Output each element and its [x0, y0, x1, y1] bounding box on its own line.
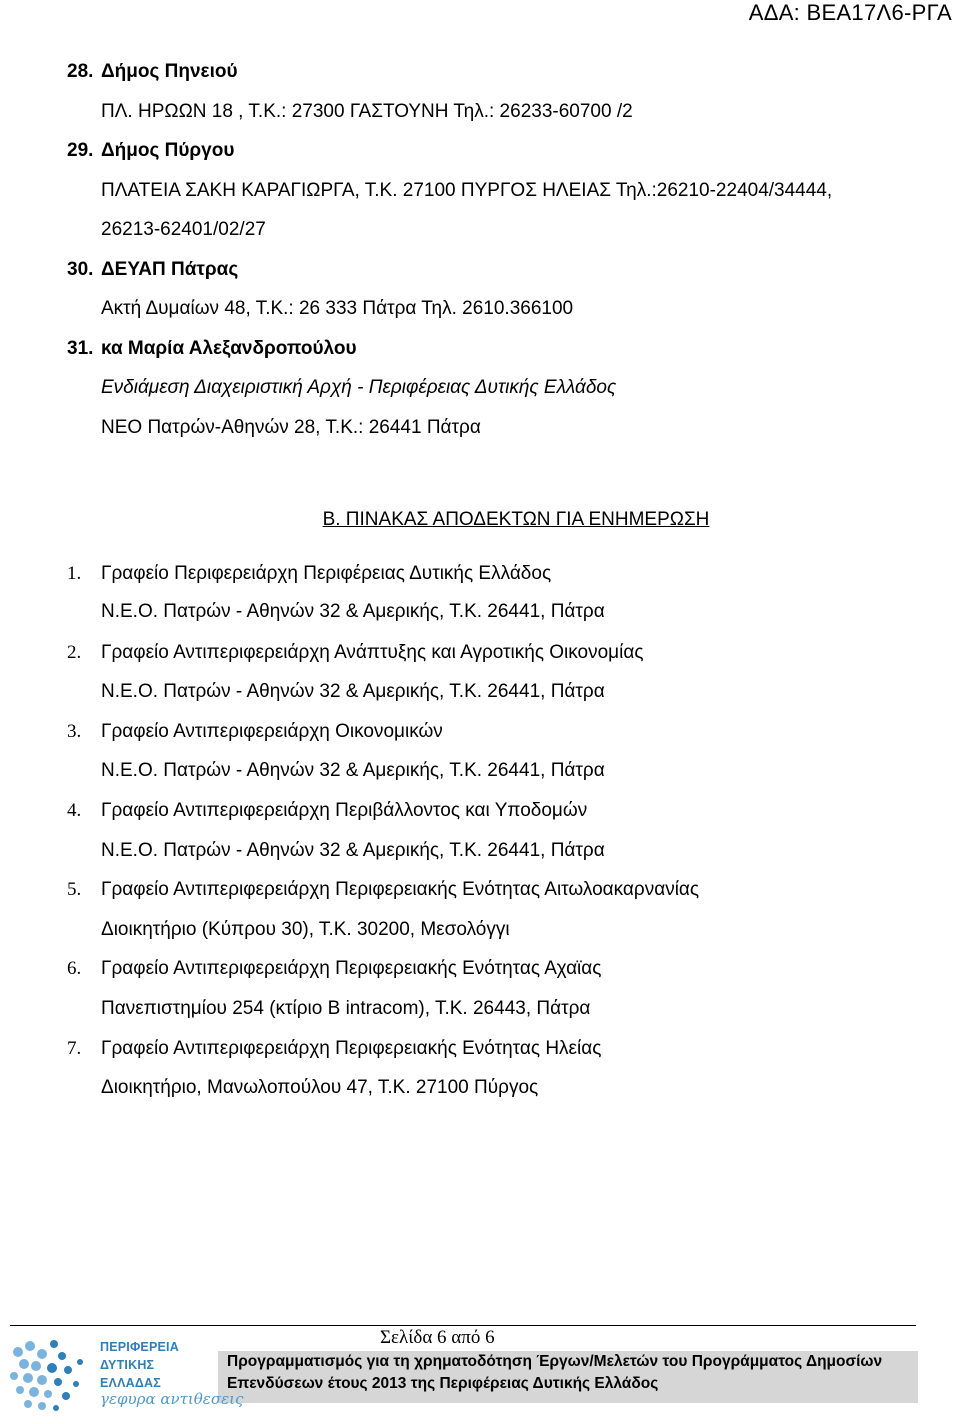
list-item-title: κα Μαρία Αλεξανδροπούλου	[101, 338, 357, 359]
footer-line-2: Επενδύσεων έτους 2013 της Περιφέρειας Δυτικής Ελλάδος	[227, 1375, 659, 1392]
recipient-number: 4.	[67, 800, 82, 821]
recipient-name: Γραφείο Αντιπεριφερειάρχη Περιβάλλοντος και Υποδομών	[101, 800, 588, 821]
section-title-text: Β. ΠΙΝΑΚΑΣ ΑΠΟΔΕΚΤΩΝ ΓΙΑ ΕΝΗΜΕΡΩΣΗ	[322, 509, 710, 530]
recipient-number: 6.	[67, 958, 82, 979]
recipient-number: 2.	[67, 642, 82, 663]
recipient-address: Ν.Ε.Ο. Πατρών - Αθηνών 32 & Αμερικής, Τ.Κ. 26441, Πάτρα	[101, 681, 605, 702]
authority-line: Ενδιάμεση Διαχειριστική Αρχή - Περιφέρειας Δυτικής Ελλάδος	[101, 377, 617, 398]
list-item-title: ΔΕΥΑΠ Πάτρας	[101, 259, 239, 280]
section-title	[0, 509, 960, 531]
recipient-address: Ν.Ε.Ο. Πατρών - Αθηνών 32 & Αμερικής, Τ.Κ. 26441, Πάτρα	[101, 601, 605, 622]
recipient-number: 1.	[67, 563, 82, 584]
list-item-detail: ΠΛ. ΗΡΩΩΝ 18 , Τ.Κ.: 27300 ΓΑΣΤΟΥΝΗ Τηλ.: 26233-60700 /2	[101, 101, 633, 122]
list-item-number: 29.	[67, 140, 94, 161]
footer-divider	[10, 1325, 916, 1326]
list-item-detail: Ακτή Δυμαίων 48, Τ.Κ.: 26 333 Πάτρα Τηλ. 2610.366100	[101, 298, 574, 319]
recipient-name: Γραφείο Αντιπεριφερειάρχη Περιφερειακής Ενότητας Αχαϊας	[101, 958, 602, 979]
recipient-address: Ν.Ε.Ο. Πατρών - Αθηνών 32 & Αμερικής, Τ.Κ. 26441, Πάτρα	[101, 840, 605, 861]
recipient-address: Πανεπιστημίου 254 (κτίριο Β intracom), Τ.Κ. 26443, Πάτρα	[101, 998, 591, 1019]
logo-text-line-1: ΠΕΡΙΦΕΡΕΙΑ	[100, 1340, 179, 1354]
logo-text-line-2: ΔΥΤΙΚΗΣ	[100, 1358, 155, 1372]
region-logo-icon	[6, 1334, 94, 1416]
ada-code: ΑΔΑ: ΒΕΑ17Λ6-ΡΓΑ	[748, 0, 952, 25]
recipient-name: Γραφείο Αντιπεριφερειάρχη Ανάπτυξης και Αγροτικής Οικονομίας	[101, 642, 644, 663]
list-item-title: Δήμος Πηνειού	[101, 61, 238, 82]
list-item-title: Δήμος Πύργου	[101, 140, 235, 161]
recipient-name: Γραφείο Αντιπεριφερειάρχη Περιφερειακής Ενότητας Αιτωλοακαρνανίας	[101, 879, 700, 900]
recipient-address: Διοικητήριο (Κύπρου 30), Τ.Κ. 30200, Μεσολόγγι	[101, 919, 510, 940]
recipient-number: 7.	[67, 1038, 82, 1059]
recipient-name: Γραφείο Περιφερειάρχη Περιφέρειας Δυτικής Ελλάδος	[101, 563, 552, 584]
footer-line-1: Προγραμματισμός για τη χρηματοδότηση Έργων/Μελετών του Προγράμματος Δημοσίων	[227, 1353, 883, 1370]
recipient-number: 3.	[67, 721, 82, 742]
logo-text-line-3: ΕΛΛΑΔΑΣ	[100, 1376, 161, 1390]
list-item-detail: ΝΕΟ Πατρών-Αθηνών 28, Τ.Κ.: 26441 Πάτρα	[101, 417, 481, 438]
recipient-number: 5.	[67, 879, 82, 900]
recipient-name: Γραφείο Αντιπεριφερειάρχη Οικονομικών	[101, 721, 443, 742]
logo-slogan: γεφυρα αντιθεσεις	[100, 1390, 244, 1408]
list-item-detail: 26213-62401/02/27	[101, 219, 266, 240]
list-item-detail: ΠΛΑΤΕΙΑ ΣΑΚΗ ΚΑΡΑΓΙΩΡΓΑ, Τ.Κ. 27100 ΠΥΡΓΟΣ ΗΛΕΙΑΣ Τηλ.:26210-22404/34444,	[101, 180, 833, 201]
list-item-number: 30.	[67, 259, 94, 280]
list-item-number: 31.	[67, 338, 94, 359]
list-item-number: 28.	[67, 61, 94, 82]
recipient-address: Ν.Ε.Ο. Πατρών - Αθηνών 32 & Αμερικής, Τ.Κ. 26441, Πάτρα	[101, 760, 605, 781]
recipient-address: Διοικητήριο, Μανωλοπούλου 47, Τ.Κ. 27100 Πύργος	[101, 1077, 539, 1098]
page-number: Σελίδα 6 από 6	[380, 1327, 495, 1348]
recipient-name: Γραφείο Αντιπεριφερειάρχη Περιφερειακής Ενότητας Ηλείας	[101, 1038, 602, 1059]
